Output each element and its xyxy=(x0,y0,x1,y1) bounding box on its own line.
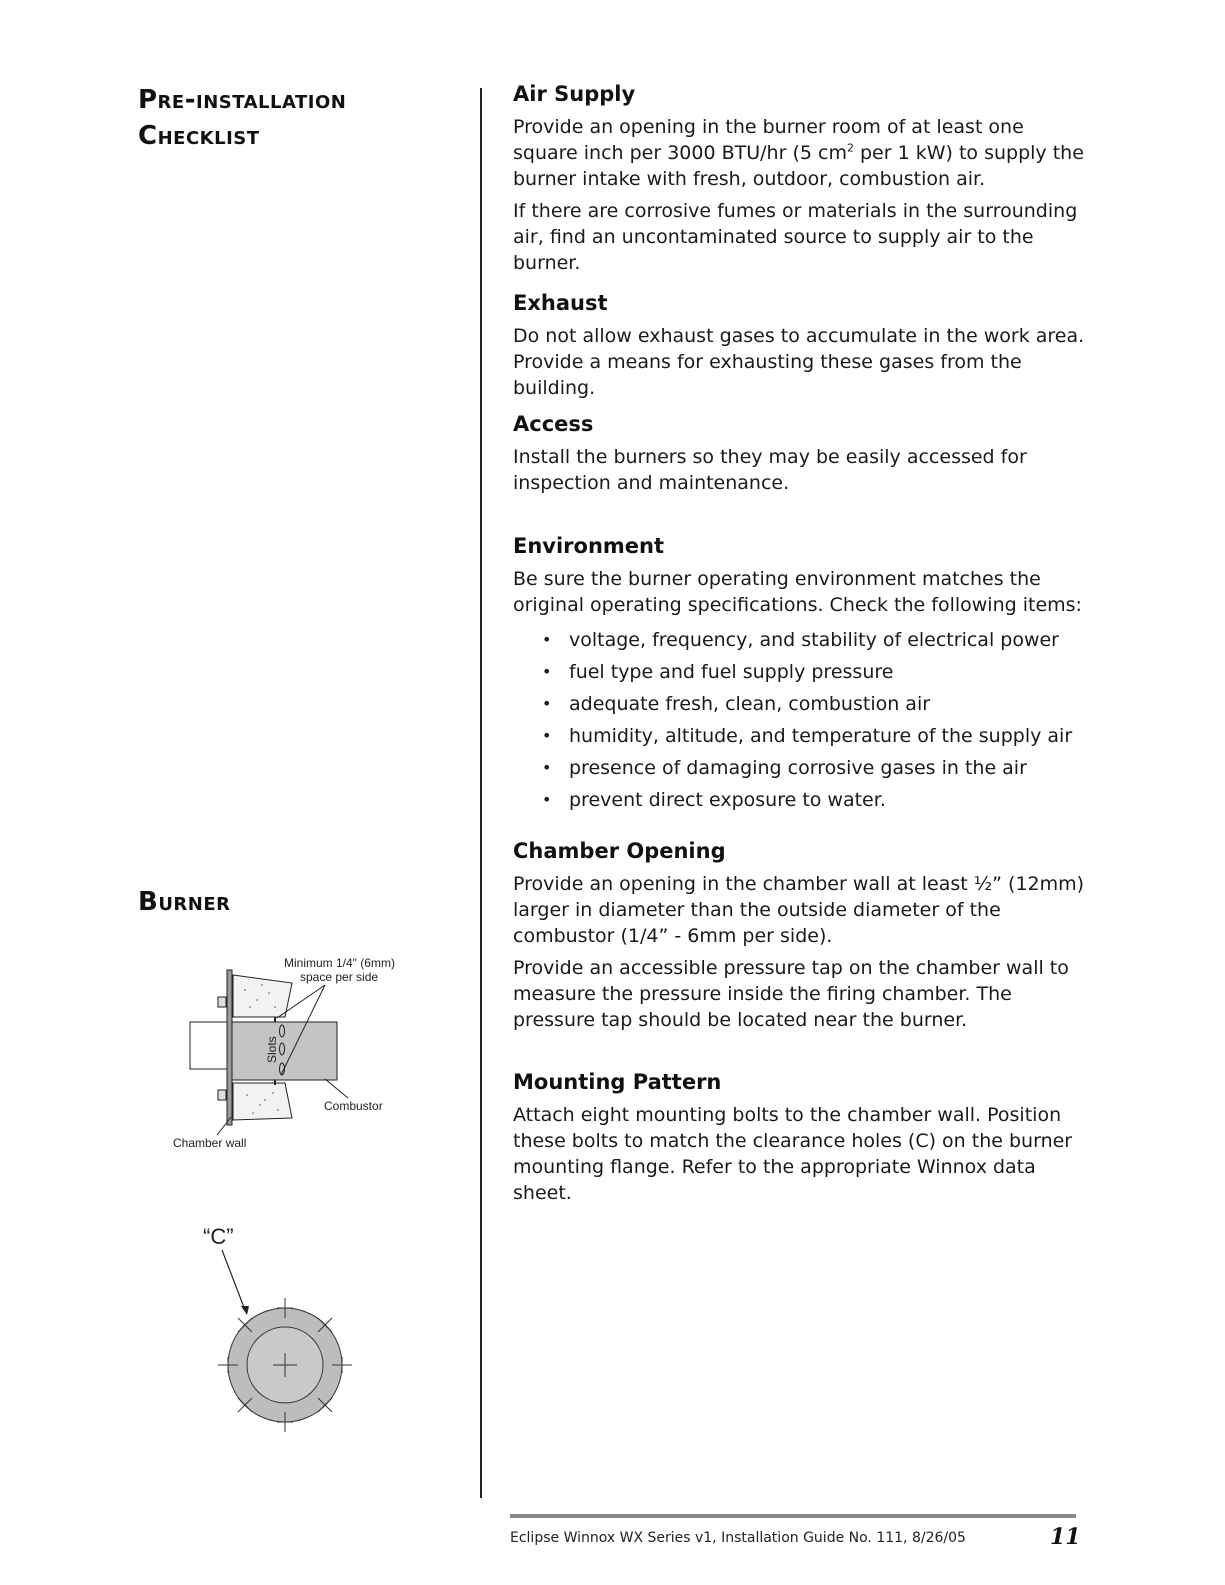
air-supply-superscript: 2 xyxy=(846,141,854,155)
mounting-pattern-paragraph: Attach eight mounting bolts to the chamber wall. Position these bolts to match the clearance holes (C) on the burner mounting flange. Refer to the appropriate Winnox data sheet. xyxy=(513,1104,1073,1204)
list-item: • adequate fresh, clean, combustion air xyxy=(569,688,1088,720)
inlet-pipe xyxy=(190,1022,227,1069)
bolt-bottom xyxy=(218,1090,226,1100)
bolt-top xyxy=(218,997,226,1007)
air-supply-heading: Air Supply xyxy=(513,82,636,106)
slots-label: Slots xyxy=(265,1036,279,1063)
page-title xyxy=(138,82,346,154)
air-supply-text-a: Provide an opening in the burner room of at least one square inch per 3000 BTU/hr (5 cm xyxy=(513,116,1024,164)
section-air-supply xyxy=(513,80,1088,282)
section-access xyxy=(513,410,1088,502)
clearance-hole-leader xyxy=(222,1250,245,1310)
list-item: • voltage, frequency, and stability of electrical power xyxy=(569,624,1088,656)
chamber-opening-paragraph-2: Provide an accessible pressure tap on the chamber wall to measure the pressure inside the firing chamber. The pressure tap should be located near the burner. xyxy=(513,957,1069,1031)
min-space-label-line-2: space per side xyxy=(300,970,379,984)
list-item: • fuel type and fuel supply pressure xyxy=(569,656,1088,688)
page-title-line-2: Checklist xyxy=(138,121,260,151)
environment-paragraph: Be sure the burner operating environment matches the original operating specifications. Check the following items: xyxy=(513,568,1082,616)
chamber-opening-paragraph-1: Provide an opening in the chamber wall at least ½” (12mm) larger in diameter than the outside diameter of the combustor (1/4” - 6mm per side). xyxy=(513,873,1085,947)
burner-mounting-diagram xyxy=(165,955,410,1160)
page-title-line-1: Pre-installation xyxy=(138,85,347,115)
list-item: • humidity, altitude, and temperature of the supply air xyxy=(569,720,1088,752)
air-supply-paragraph-1 xyxy=(513,114,1088,192)
min-space-label-line-1: Minimum 1/4" (6mm) xyxy=(284,956,395,970)
chamber-opening-heading: Chamber Opening xyxy=(513,839,726,863)
environment-heading: Environment xyxy=(513,534,665,558)
burner-flange xyxy=(227,970,232,1125)
column-divider xyxy=(480,88,482,1498)
leader-chamber-wall xyxy=(217,1117,231,1135)
list-item: • presence of damaging corrosive gases in the air xyxy=(569,752,1088,784)
flange-bolt-pattern-diagram xyxy=(195,1220,375,1440)
access-heading: Access xyxy=(513,412,594,436)
exhaust-heading: Exhaust xyxy=(513,291,608,315)
section-environment xyxy=(513,532,1088,816)
access-paragraph: Install the burners so they may be easily accessed for inspection and maintenance. xyxy=(513,446,1027,494)
clearance-hole-label: “C” xyxy=(203,1224,234,1249)
section-mounting-pattern xyxy=(513,1068,1088,1212)
air-supply-paragraph-2: If there are corrosive fumes or materials in the surrounding air, find an uncontaminated source to supply air to the burner. xyxy=(513,200,1078,274)
leader-arrowhead xyxy=(241,1306,249,1315)
chamber-wall-label: Chamber wall xyxy=(173,1136,247,1150)
leader-combustor xyxy=(325,1079,348,1098)
section-exhaust xyxy=(513,289,1088,407)
chamber-wall-upper xyxy=(233,975,292,1017)
footer-text: Eclipse Winnox WX Series v1, Installation Guide No. 111, 8/26/05 xyxy=(510,1530,966,1546)
section-chamber-opening xyxy=(513,837,1088,1039)
page-number: 11 xyxy=(1050,1524,1081,1550)
air-supply-text-b: per 1 kW) to supply the burner intake with fresh, outdoor, combustion air. xyxy=(513,142,1084,190)
burner-title: Burner xyxy=(138,887,231,917)
combustor-label: Combustor xyxy=(324,1099,383,1113)
list-item: • prevent direct exposure to water. xyxy=(569,784,1088,816)
footer-rule xyxy=(510,1514,1076,1518)
chamber-wall-lower xyxy=(233,1083,292,1120)
mounting-pattern-heading: Mounting Pattern xyxy=(513,1070,722,1094)
exhaust-paragraph: Do not allow exhaust gases to accumulate in the work area. Provide a means for exhausting these gases from the building. xyxy=(513,325,1085,399)
environment-checklist xyxy=(513,624,1088,816)
